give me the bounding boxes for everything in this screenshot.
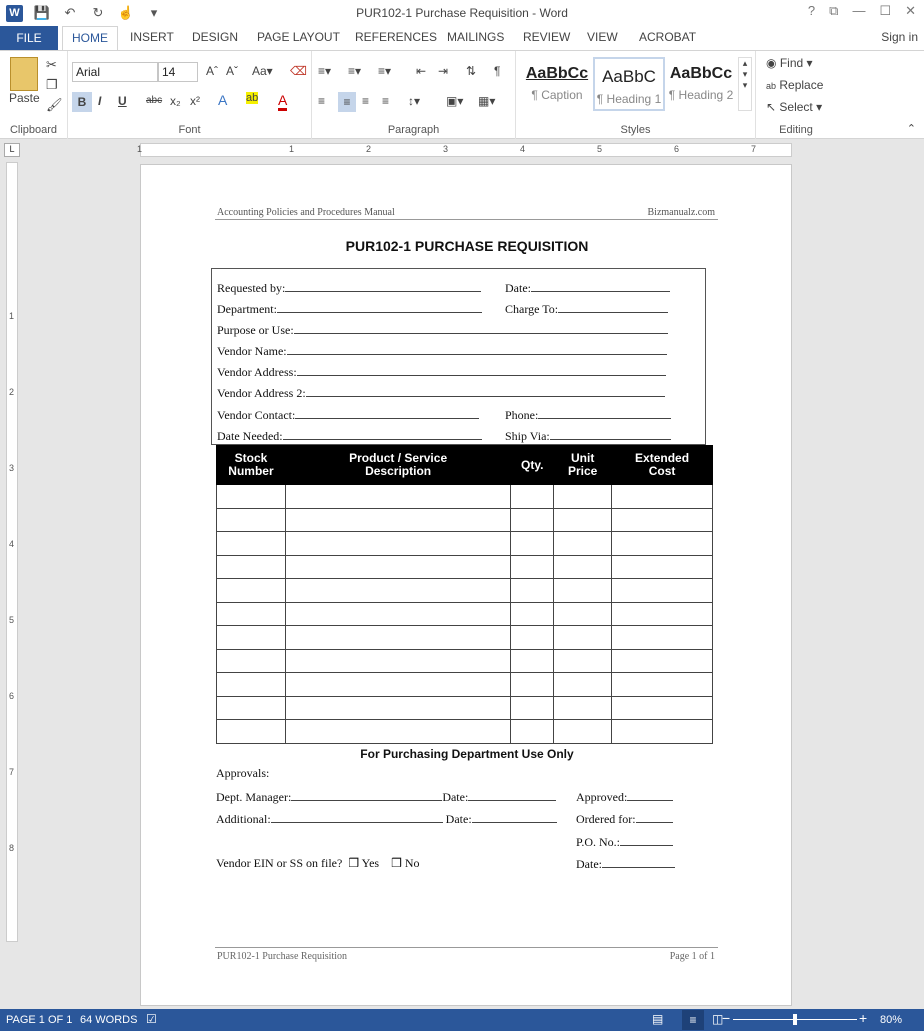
header-left: Accounting Policies and Procedures Manual [217, 207, 395, 218]
paste-button[interactable]: Paste [9, 91, 40, 105]
table-row [217, 720, 713, 744]
dept-manager-date-field[interactable] [468, 789, 556, 801]
ruler-mark: 3 [443, 144, 449, 154]
find-button[interactable]: ◉ Find ▾ [766, 56, 813, 70]
shading-icon[interactable]: ▣▾ [446, 94, 464, 108]
cursor-icon: ↖ [766, 100, 777, 114]
tab-file[interactable]: FILE [0, 26, 58, 50]
table-cell[interactable] [612, 673, 713, 697]
table-cell[interactable] [612, 720, 713, 744]
date-needed-label: Date Needed: [217, 429, 283, 443]
format-painter-icon[interactable]: 🖌 [46, 97, 63, 112]
multilevel-list-icon[interactable]: ≡▾ [378, 64, 392, 78]
status-bar [0, 1009, 924, 1031]
table-cell[interactable] [612, 508, 713, 532]
styles-group [516, 51, 756, 139]
align-center-icon[interactable]: ≡ [338, 92, 356, 112]
style-name: ¶ Heading 1 [596, 92, 662, 106]
editing-label: Editing [779, 124, 813, 136]
vendor-address-2-row [217, 385, 665, 401]
additional-label: Additional: [216, 812, 271, 826]
po-no-label: P.O. No.: [576, 835, 621, 849]
table-cell[interactable] [554, 579, 612, 603]
department-field[interactable] [277, 301, 482, 313]
vendor-address-field[interactable] [297, 364, 666, 376]
table-cell[interactable] [217, 602, 286, 626]
po-no-row [576, 834, 673, 850]
table-row [217, 696, 713, 720]
purpose-field[interactable] [294, 322, 668, 334]
tab-references[interactable]: REFERENCES [355, 30, 438, 44]
table-cell[interactable] [285, 485, 510, 509]
strikethrough-button[interactable]: abc [146, 95, 163, 106]
table-row [217, 602, 713, 626]
clear-formatting-icon[interactable]: ⌫ [290, 64, 307, 78]
ruler-mark: 1 [137, 144, 143, 154]
items-table-body [217, 485, 713, 744]
vendor-ein-row [216, 856, 420, 871]
vendor-ein-label: Vendor EIN or SS on file? [216, 856, 343, 870]
line-spacing-icon[interactable]: ↕▾ [408, 94, 421, 108]
tab-design[interactable]: DESIGN [192, 30, 239, 44]
ordered-for-field[interactable] [636, 811, 673, 823]
table-cell[interactable] [511, 532, 554, 556]
header-line: Unit [571, 451, 595, 465]
date-row [505, 280, 670, 296]
superscript-icon[interactable]: x² [190, 94, 200, 108]
table-cell[interactable] [554, 649, 612, 673]
tab-review[interactable]: REVIEW [523, 30, 571, 44]
table-cell[interactable] [612, 555, 713, 579]
date-label: Date: [442, 790, 469, 804]
ruler-mark: 3 [9, 463, 15, 473]
vendor-contact-field[interactable] [295, 407, 479, 419]
zoom-in-icon[interactable]: + [859, 1010, 868, 1026]
department-label: Department: [217, 302, 277, 316]
vendor-name-row [217, 343, 667, 359]
decrease-indent-icon[interactable]: ⇤ [416, 64, 427, 78]
ribbon [0, 50, 924, 139]
redo-icon[interactable]: ↻ [92, 5, 104, 20]
table-cell[interactable] [285, 579, 510, 603]
window-title: PUR102-1 Purchase Requisition - Word [356, 6, 568, 20]
vendor-address-2-label: Vendor Address 2: [217, 386, 306, 400]
date-label: Date: [505, 281, 531, 295]
table-row [217, 579, 713, 603]
approved-row [576, 789, 673, 805]
phone-label: Phone: [505, 408, 539, 422]
table-cell[interactable] [554, 555, 612, 579]
table-row [217, 673, 713, 697]
read-mode-icon[interactable]: ▤ [652, 1012, 664, 1026]
styles-gallery-scroll[interactable]: ▴ ▾ ▾ [738, 57, 752, 111]
approved-label: Approved: [576, 790, 628, 804]
approvals-label: Approvals: [216, 766, 270, 780]
table-cell[interactable] [511, 485, 554, 509]
document-title: PUR102-1 PURCHASE REQUISITION [345, 238, 589, 254]
clipboard-label: Clipboard [9, 124, 58, 136]
charge-to-field[interactable] [558, 301, 668, 313]
zoom-level[interactable]: 80% [880, 1014, 903, 1026]
ruler-mark: 5 [9, 615, 15, 625]
table-cell[interactable] [612, 579, 713, 603]
replace-button[interactable] [766, 78, 823, 92]
ruler-mark: 7 [9, 767, 15, 777]
table-cell[interactable] [554, 532, 612, 556]
title-bar [0, 0, 924, 26]
ship-via-label: Ship Via: [505, 429, 550, 443]
table-cell[interactable] [217, 579, 286, 603]
ruler-mark: 1 [9, 311, 15, 321]
change-case-icon[interactable]: Aa▾ [252, 64, 273, 78]
vendor-name-field[interactable] [287, 343, 667, 355]
tab-home[interactable]: HOME [62, 26, 118, 51]
table-row [217, 649, 713, 673]
ship-via-row [505, 428, 671, 444]
paragraph-group [312, 51, 516, 139]
table-cell[interactable] [612, 649, 713, 673]
clipboard-group [0, 51, 68, 139]
table-cell[interactable] [217, 673, 286, 697]
page-count[interactable]: PAGE 1 OF 1 [6, 1014, 73, 1026]
select-label: Select [779, 100, 813, 114]
replace-icon: ab [766, 81, 777, 91]
increase-indent-icon[interactable]: ⇥ [438, 64, 449, 78]
unit-price-header [554, 446, 612, 485]
phone-row [505, 407, 671, 423]
text-effects-icon[interactable]: A [218, 92, 228, 108]
header-line: Price [568, 464, 598, 478]
charge-to-row [505, 301, 668, 317]
requested-by-label: Requested by: [217, 281, 286, 295]
table-cell[interactable] [511, 696, 554, 720]
requisition-form-box [211, 268, 706, 445]
header-line: Product / Service [349, 451, 448, 465]
paragraph-label: Paragraph [387, 124, 440, 136]
table-cell[interactable] [511, 673, 554, 697]
table-row [217, 555, 713, 579]
table-cell[interactable] [612, 696, 713, 720]
editing-group [756, 51, 836, 139]
table-cell[interactable] [554, 720, 612, 744]
footer-left: PUR102-1 Purchase Requisition [217, 951, 347, 962]
cut-icon[interactable]: ✂ [46, 57, 57, 72]
table-cell[interactable] [612, 485, 713, 509]
table-cell[interactable] [217, 555, 286, 579]
horizontal-ruler[interactable] [137, 143, 792, 157]
font-name-box[interactable]: Arial [72, 62, 158, 82]
table-cell[interactable] [554, 485, 612, 509]
approved-field[interactable] [627, 789, 673, 801]
ruler-mark: 5 [597, 144, 603, 154]
table-cell[interactable] [511, 508, 554, 532]
vertical-ruler[interactable] [6, 162, 18, 942]
table-cell[interactable] [217, 626, 286, 650]
phone-field[interactable] [538, 407, 671, 419]
ruler-mark: 6 [9, 691, 15, 701]
sort-icon[interactable]: ⇅ [466, 64, 477, 78]
font-size-box[interactable]: 14 [158, 62, 198, 82]
purpose-row [217, 322, 668, 338]
binoculars-icon: ◉ [766, 56, 777, 70]
replace-label: Replace [779, 78, 824, 92]
proofing-icon[interactable]: ☑ [146, 1012, 157, 1026]
table-cell[interactable] [285, 649, 510, 673]
italic-button[interactable]: I [98, 94, 102, 108]
additional-row [216, 811, 557, 827]
footer-divider [215, 947, 718, 948]
table-cell[interactable] [217, 649, 286, 673]
header-divider [215, 219, 718, 220]
collapse-ribbon-icon[interactable]: ⌃ [906, 123, 916, 135]
table-cell[interactable] [285, 696, 510, 720]
date-label: Date: [445, 812, 472, 826]
borders-icon[interactable]: ▦▾ [478, 94, 496, 108]
table-cell[interactable] [285, 602, 510, 626]
additional-date-field[interactable] [472, 811, 557, 823]
table-cell[interactable] [285, 673, 510, 697]
po-no-field[interactable] [620, 834, 673, 846]
tab-view[interactable]: VIEW [587, 30, 618, 44]
help-icon[interactable]: ? [807, 3, 816, 18]
table-cell[interactable] [511, 649, 554, 673]
header-line: Extended [635, 451, 690, 465]
numbering-icon[interactable]: ≡▾ [348, 64, 362, 78]
table-cell[interactable] [554, 508, 612, 532]
bullets-icon[interactable]: ≡▾ [318, 64, 332, 78]
shrink-font-icon[interactable]: Aˇ [226, 64, 238, 78]
table-cell[interactable] [217, 720, 286, 744]
style-caption[interactable] [521, 57, 593, 111]
style-sample: AaBbC [602, 67, 656, 86]
ruler-mark: 6 [674, 144, 680, 154]
header-line: Stock [234, 451, 268, 465]
print-layout-icon[interactable]: ≡ [682, 1010, 704, 1030]
copy-icon[interactable]: ❐ [46, 77, 58, 92]
no-checkbox[interactable]: ❒ [391, 856, 402, 870]
final-date-field[interactable] [602, 856, 675, 868]
sign-in-link[interactable]: Sign in [881, 30, 918, 44]
table-cell[interactable] [285, 532, 510, 556]
extended-cost-header [612, 446, 713, 485]
header-right: Bizmanualz.com [647, 207, 715, 218]
tab-acrobat[interactable]: ACROBAT [639, 30, 697, 44]
ruler-mark: 1 [289, 144, 295, 154]
table-header-row [217, 446, 713, 485]
style-heading-1[interactable] [593, 57, 665, 111]
ruler-mark: 8 [9, 843, 15, 853]
word-logo-icon: W [6, 5, 23, 22]
paste-icon[interactable] [10, 57, 38, 91]
table-cell[interactable] [554, 696, 612, 720]
ribbon-tabs [0, 26, 924, 50]
description-header [285, 446, 510, 485]
table-cell[interactable] [612, 602, 713, 626]
purpose-label: Purpose or Use: [217, 323, 294, 337]
zoom-slider-thumb[interactable] [793, 1014, 797, 1025]
ruler-mark: 2 [9, 387, 15, 397]
style-name: ¶ Heading 2 [668, 88, 734, 102]
table-cell[interactable] [612, 532, 713, 556]
date-needed-field[interactable] [283, 428, 482, 440]
styles-label: Styles [620, 124, 651, 136]
bold-button[interactable]: B [72, 92, 92, 112]
subscript-icon[interactable]: x₂ [170, 94, 181, 108]
table-cell[interactable] [554, 673, 612, 697]
vendor-contact-label: Vendor Contact: [217, 408, 296, 422]
window-controls [808, 3, 916, 19]
department-row [217, 301, 482, 317]
table-cell[interactable] [511, 720, 554, 744]
table-cell[interactable] [285, 508, 510, 532]
undo-icon[interactable]: ↶ [64, 5, 76, 20]
underline-button[interactable]: U [118, 94, 127, 108]
table-cell[interactable] [217, 532, 286, 556]
font-color-icon[interactable]: A [278, 92, 287, 111]
requested-by-row [217, 280, 481, 296]
dept-manager-row [216, 789, 556, 805]
table-cell[interactable] [285, 555, 510, 579]
align-right-icon[interactable]: ≡ [362, 94, 370, 108]
touch-mode-icon[interactable]: ☝ [117, 5, 135, 20]
vendor-address-row [217, 364, 666, 380]
zoom-out-icon[interactable]: − [722, 1010, 731, 1026]
date-label: Date: [576, 857, 602, 871]
purchasing-section-title: For Purchasing Department Use Only [360, 747, 574, 761]
table-cell[interactable] [511, 555, 554, 579]
final-date-row [576, 856, 675, 872]
table-row [217, 485, 713, 509]
date-needed-row [217, 428, 482, 444]
table-cell[interactable] [217, 696, 286, 720]
table-cell[interactable] [285, 720, 510, 744]
style-heading-2[interactable] [665, 57, 737, 111]
table-cell[interactable] [217, 508, 286, 532]
tab-page-layout[interactable]: PAGE LAYOUT [257, 30, 340, 44]
ribbon-display-icon[interactable]: ⧉ [829, 3, 839, 18]
minimize-icon[interactable]: — [852, 3, 866, 18]
document-page[interactable] [140, 164, 792, 1006]
footer-right: Page 1 of 1 [669, 951, 715, 962]
table-row [217, 532, 713, 556]
ruler-mark: 2 [366, 144, 372, 154]
table-cell[interactable] [511, 579, 554, 603]
dept-manager-field[interactable] [291, 789, 442, 801]
ruler-mark: 4 [9, 539, 15, 549]
style-sample: AaBbCc [669, 65, 733, 82]
vendor-name-label: Vendor Name: [217, 344, 287, 358]
stock-number-header [217, 446, 286, 485]
find-label: Find [779, 56, 804, 70]
ordered-for-row [576, 811, 673, 827]
ordered-for-label: Ordered for: [576, 812, 636, 826]
save-icon[interactable]: 💾 [33, 5, 51, 20]
table-cell[interactable] [217, 485, 286, 509]
ruler-mark: 4 [520, 144, 526, 154]
word-count[interactable]: 64 WORDS [80, 1014, 138, 1026]
table-row [217, 626, 713, 650]
table-cell[interactable] [511, 602, 554, 626]
customize-qat-icon[interactable]: ▾ [150, 5, 158, 20]
header-line: Description [365, 464, 432, 478]
ruler-mark: 7 [751, 144, 757, 154]
additional-field[interactable] [271, 811, 443, 823]
table-cell[interactable] [554, 602, 612, 626]
ship-via-field[interactable] [550, 428, 671, 440]
tab-mailings[interactable]: MAILINGS [447, 30, 505, 44]
table-cell[interactable] [554, 626, 612, 650]
web-layout-icon[interactable]: ◫ [712, 1012, 724, 1026]
yes-checkbox[interactable]: ❒ [348, 856, 360, 870]
header-line: Qty. [521, 457, 544, 472]
table-cell[interactable] [285, 626, 510, 650]
close-icon[interactable]: ✕ [905, 3, 916, 18]
maximize-icon[interactable]: ☐ [879, 3, 892, 18]
qty-header [511, 446, 554, 485]
table-cell[interactable] [612, 626, 713, 650]
items-table [216, 445, 713, 744]
show-formatting-icon[interactable]: ¶ [494, 64, 501, 78]
header-line: Cost [648, 464, 676, 478]
table-row [217, 508, 713, 532]
grow-font-icon[interactable]: Aˆ [206, 64, 218, 78]
highlight-icon[interactable]: ab [246, 92, 259, 104]
table-cell[interactable] [511, 626, 554, 650]
charge-to-label: Charge To: [505, 302, 559, 316]
tab-insert[interactable]: INSERT [130, 30, 174, 44]
requested-by-field[interactable] [285, 280, 481, 292]
font-group [68, 51, 312, 139]
dept-manager-label: Dept. Manager: [216, 790, 292, 804]
style-sample: AaBbCc [525, 65, 589, 82]
vendor-address-label: Vendor Address: [217, 365, 297, 379]
justify-icon[interactable]: ≡ [382, 94, 390, 108]
select-button[interactable]: ↖ Select ▾ [766, 100, 823, 114]
style-name: ¶ Caption [531, 88, 583, 102]
vendor-address-2-field[interactable] [306, 385, 665, 397]
tab-selector[interactable]: L [4, 143, 20, 157]
yes-label: Yes [361, 856, 380, 870]
vendor-contact-row [217, 407, 479, 423]
font-label: Font [178, 124, 201, 136]
align-left-icon[interactable]: ≡ [318, 94, 326, 108]
header-line: Number [228, 464, 274, 478]
date-field[interactable] [531, 280, 670, 292]
no-label: No [404, 856, 420, 870]
